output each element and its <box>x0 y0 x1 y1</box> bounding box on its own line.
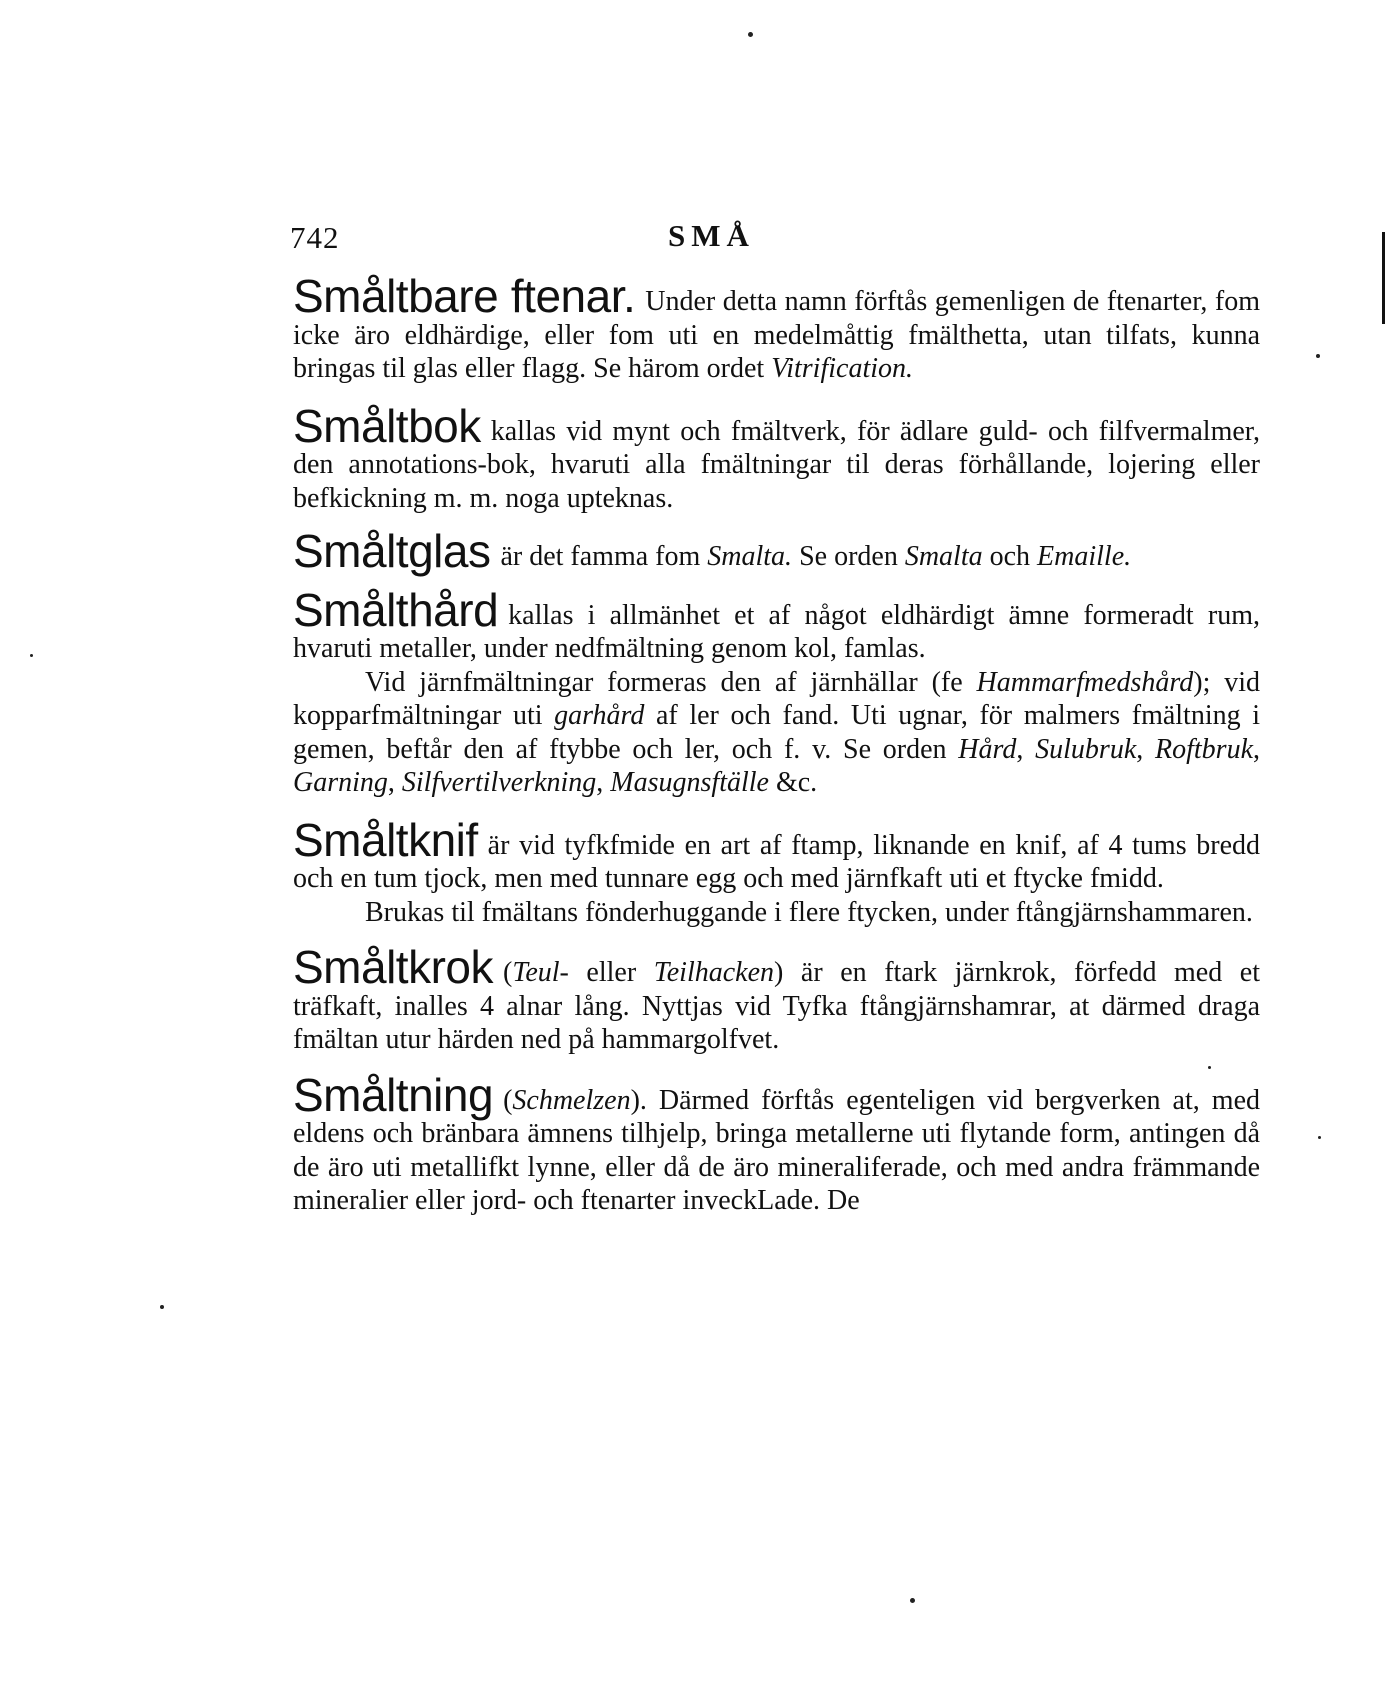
dictionary-entry <box>293 941 1260 1057</box>
entry-text: ( <box>503 1084 513 1116</box>
dictionary-entry <box>293 525 1260 577</box>
entry-text: kallas vid mynt och fmältverk, för ädlare guld- och filfvermalmer, den annotations-bok, hvaruti alla fmältningar til deras förhållande, lojering eller befkickning m. m. noga upteknas. <box>293 415 1260 514</box>
entry-text: ( <box>502 957 513 988</box>
entry-text: ); vid kopparfmältningar uti <box>293 666 1261 731</box>
entry-text: är vid tyfkfmide en art af ftamp, liknande en knif, af 4 tums bredd och en tum tjock, men med tunnare egg och med järnfkaft uti et ftycke fmidd. <box>293 829 1260 894</box>
entry-headword: Småltknif <box>293 813 478 866</box>
entry-text: , <box>596 767 611 798</box>
entry-text: ). Därmed förftås egenteligen vid bergverken at, med eldens och bränbara ämnens tilhjelp, bringa metallerne uti flytande form, antingen då de äro uti metallifkt lynne, eller då de äro mineraliferade, och med andra främmande mineralier eller jord- och ftenarter inveckLade. De <box>293 1084 1260 1216</box>
italic-reference: Vitrification. <box>771 353 914 384</box>
entry-text: ) är en ftark järnkrok, förfedd med et träfkaft, inalles 4 alnar lång. Nyttjas vid Tyfka ftångjärnshamrar, at därmed draga fmältan utur härden ned på hammargolfvet. <box>293 957 1260 1055</box>
entry-headword: Smålthård <box>293 583 499 636</box>
scan-speck <box>1316 354 1320 358</box>
italic-reference: Silfvertilverkning <box>401 767 597 798</box>
entry-text: , <box>1016 733 1036 765</box>
dictionary-entry <box>293 813 1260 930</box>
entry-text: , <box>1253 733 1261 765</box>
dictionary-entry <box>293 583 1261 800</box>
entry-definition <box>293 941 1260 1057</box>
scan-speck <box>1208 1066 1211 1069</box>
entry-definition <box>293 583 1260 666</box>
entry-text: , <box>387 767 402 798</box>
page-number: 742 <box>290 220 340 255</box>
entry-text: Vid järnfmältningar formeras den af järnhällar (fe <box>365 666 977 698</box>
italic-reference: garhård <box>554 700 645 731</box>
italic-reference: Smalta. <box>707 541 793 572</box>
entry-definition <box>293 525 1260 577</box>
scan-speck <box>910 1598 915 1603</box>
entry-text: och <box>982 541 1038 572</box>
entries-column <box>293 270 1261 1218</box>
italic-reference: Sulubruk <box>1035 733 1137 765</box>
entry-definition <box>293 813 1260 896</box>
italic-reference: Hammarfmedshård <box>976 666 1194 698</box>
scan-speck <box>30 654 33 657</box>
scan-speck <box>160 1305 164 1309</box>
page-edge-mark <box>1382 232 1385 324</box>
entry-definition <box>293 1068 1260 1218</box>
dictionary-entry <box>293 270 1260 386</box>
running-head: SMÅ <box>668 218 755 253</box>
entry-headword: Småltbok <box>293 399 481 452</box>
dictionary-entry <box>293 399 1260 516</box>
entry-text: är det famma fom <box>500 541 708 572</box>
scan-speck <box>748 32 753 37</box>
italic-reference: Garning <box>293 767 388 798</box>
italic-reference: Roftbruk <box>1155 733 1254 765</box>
page-header <box>290 218 1260 258</box>
entry-text: Se orden <box>792 541 905 572</box>
entry-text: &c. <box>768 767 818 798</box>
italic-reference: Teul- <box>512 957 569 988</box>
entry-text: kallas i allmänhet et af något eldhärdigt ämne formeradt rum, hvaruti metaller, under nedfmältning genom kol, famlas. <box>293 599 1260 664</box>
entry-headword: Småltglas <box>293 525 491 577</box>
entry-text: af ler och fand. Uti ugnar, för malmers fmältning i gemen, beftår den af ftybbe och ler, och f. v. Se orden <box>293 700 1260 765</box>
italic-reference: Schmelzen <box>512 1084 631 1116</box>
italic-reference: Emaille. <box>1037 541 1132 572</box>
entry-definition <box>293 399 1260 516</box>
entry-paragraph <box>293 666 1260 800</box>
entry-text: eller <box>568 957 654 988</box>
entry-definition <box>293 270 1260 386</box>
entry-headword: Småltning <box>293 1068 494 1121</box>
entry-text: , <box>1136 733 1156 765</box>
entry-text: Brukas til fmältans fönderhuggande i flere ftycken, under ftångjärnshammaren. <box>365 896 1253 928</box>
italic-reference: Hård <box>958 733 1017 765</box>
italic-reference: Masugnsftälle <box>610 767 769 798</box>
entry-paragraph <box>293 896 1260 930</box>
entry-headword: Småltkrok <box>293 941 493 993</box>
italic-reference: Teilhacken <box>653 957 775 988</box>
italic-reference: Smalta <box>904 541 983 572</box>
entry-headword: Småltbare ftenar. <box>293 270 636 322</box>
scan-speck <box>1318 1136 1321 1139</box>
dictionary-entry <box>293 1068 1260 1218</box>
entry-text: Under detta namn förftås gemenligen de ftenarter, fom icke äro eldhärdige, eller fom uti en medelmåttig fmälthetta, utan tilfats, kunna bringas til glas eller flagg. Se härom ordet <box>293 286 1260 384</box>
